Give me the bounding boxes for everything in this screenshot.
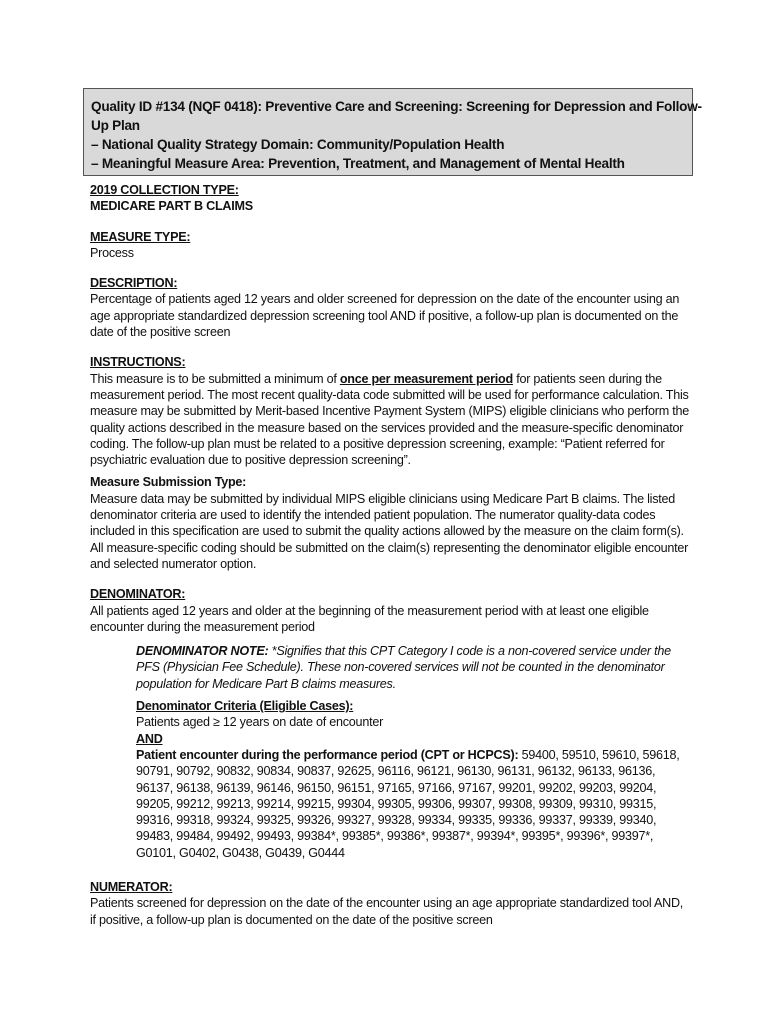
denominator-note-text: *Signifies that this CPT Category I code is a non-covered service under the PFS (Physician Fee Schedule). These non-covered services will not be counted in the denominator population for Medicare Part B claims measures.: [136, 644, 671, 691]
submission-type-section: [90, 474, 690, 572]
collection-type-section: [90, 182, 690, 215]
submission-type-text: Measure data may be submitted by individual MIPS eligible clinicians using Medicare Part B claims. The listed denominator criteria are used to identify the intended patient population. The numerator quality-data codes included in this specification are used to submit the quality actions allowed by the measure on the claim form(s). All measure-specific coding should be submitted on the claim(s) representing the denominator eligible encounter and selected numerator option.: [90, 491, 689, 571]
instructions-heading: INSTRUCTIONS:: [90, 355, 186, 370]
instructions-text-after: for patients seen during the measurement period. The most recent quality-data code submitted will be used for performance calculation. This measure may be submitted by Merit-based Incentive Payment System (MIPS) eligible clinicians who perform the quality actions described in the measure based on the services provided and the measure-specific denominator coding. The follow-up plan must be related to a positive depression screening, example: “Patient referred for psychiatric evaluation due to positive depression screening”.: [90, 371, 689, 468]
denominator-text: All patients aged 12 years and older at the beginning of the measurement period with at least one eligible encounter during the measurement period: [90, 603, 649, 634]
measure-title-box: [83, 88, 702, 176]
instructions-text: [90, 371, 690, 469]
instructions-text-before: This measure is to be submitted a minimum of: [90, 371, 340, 386]
numerator-section: [90, 879, 690, 928]
numerator-text: Patients screened for depression on the date of the encounter using an age appropriate standardized tool AND, if positive, a follow-up plan is documented on the date of the positive screen: [90, 896, 684, 927]
denominator-criteria-heading: Denominator Criteria (Eligible Cases):: [136, 699, 354, 714]
numerator-heading: NUMERATOR:: [90, 879, 173, 894]
description-heading: DESCRIPTION:: [90, 276, 178, 291]
description-text: Percentage of patients aged 12 years and older screened for depression on the date of the encounter using an age appropriate standardized depression screening tool AND if positive, a follow-up plan is documented on the date of the positive screen: [90, 292, 680, 340]
encounter-label: Patient encounter during the performance period (CPT or HCPCS):: [136, 747, 519, 762]
document-body: [90, 182, 690, 942]
submission-type-heading: Measure Submission Type:: [90, 475, 247, 490]
denominator-note-label: DENOMINATOR NOTE:: [136, 644, 269, 659]
collection-type-value: MEDICARE PART B CLAIMS: [90, 199, 253, 214]
description-section: [90, 275, 690, 340]
measure-type-section: [90, 229, 690, 262]
measure-type-heading: MEASURE TYPE:: [90, 229, 191, 244]
denominator-note: [136, 643, 690, 692]
denominator-encounter-codes: [136, 747, 690, 861]
denominator-criteria-and: AND: [136, 731, 163, 746]
encounter-codes: 59400, 59510, 59610, 59618, 90791, 90792, 90832, 90834, 90837, 92625, 96116, 96121, 96130, 96131, 96132, 96133, 96136, 96137, 96138, 96139, 96146, 96150, 96151, 97165, 97166, 97167, 99201, 99202, 99203, 99204, 99205, 99212, 99213, 99214, 99215, 99304, 99305, 99306, 99307, 99308, 99309, 99310, 99315, 99316, 99318, 99324, 99325, 99326, 99327, 99328, 99334, 99335, 99336, 99337, 99339, 99340, 99483, 99484, 99492, 99493, 99384*, 99385*, 99386*, 99387*, 99394*, 99395*, 99396*, 99397*, G0101, G0402, G0438, G0439, G0444: [136, 747, 680, 860]
denominator-criteria: [136, 698, 690, 861]
instructions-emphasis: once per measurement period: [339, 371, 513, 386]
title-line-4: – Meaningful Measure Area: Prevention, Treatment, and Management of Mental Health: [91, 156, 625, 171]
collection-type-heading: 2019 COLLECTION TYPE:: [90, 183, 239, 197]
title-line-3: – National Quality Strategy Domain: Community/Population Health: [91, 137, 505, 152]
measure-type-value: Process: [90, 245, 134, 260]
denominator-heading: DENOMINATOR:: [90, 587, 186, 602]
instructions-section: [90, 354, 690, 468]
denominator-criteria-age: Patients aged ≥ 12 years on date of encounter: [136, 715, 384, 730]
title-line-2: Up Plan: [91, 118, 140, 133]
title-line-1: Quality ID #134 (NQF 0418): Preventive Care and Screening: Screening for Depression and Follow-: [91, 99, 702, 114]
denominator-section: [90, 586, 690, 861]
